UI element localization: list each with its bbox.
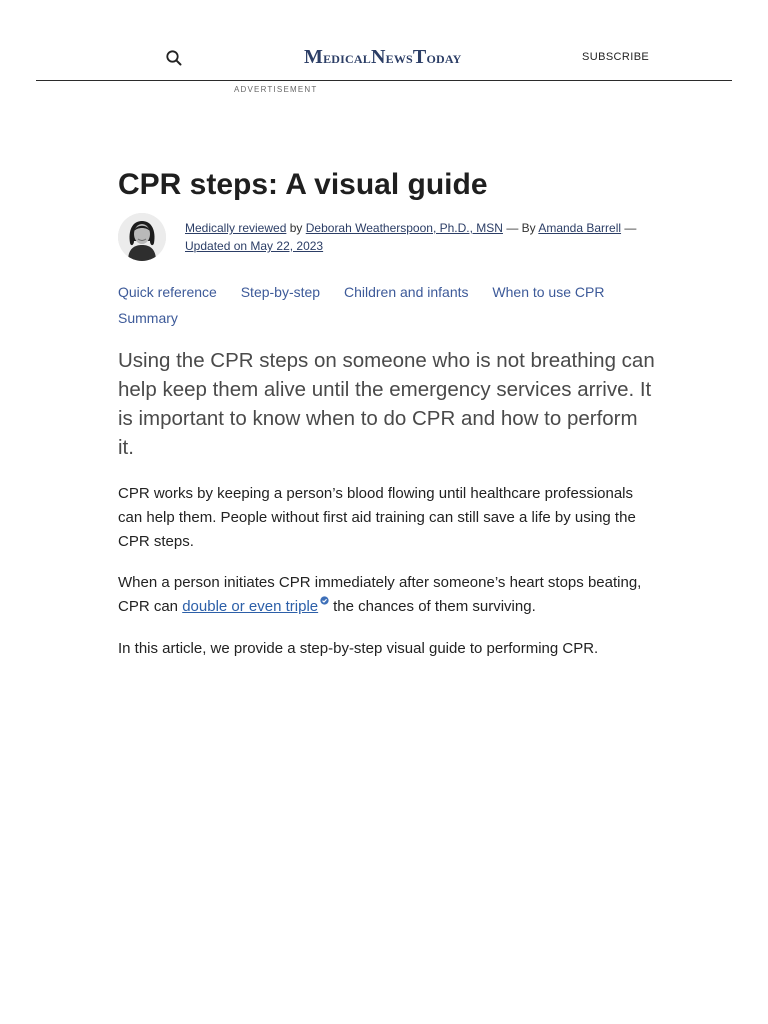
article-byline bbox=[185, 219, 645, 255]
article-paragraph bbox=[118, 571, 658, 619]
logo-letter: T bbox=[412, 46, 427, 68]
paragraph-text: the chances of them surviving. bbox=[333, 598, 536, 615]
byline-by-text: — By bbox=[506, 221, 536, 235]
search-button[interactable] bbox=[164, 48, 184, 68]
byline-by-text: by bbox=[289, 221, 303, 235]
search-icon bbox=[164, 48, 184, 68]
article-lead: Using the CPR steps on someone who is not breathing can help keep them alive until the emergency services arrive. It is important to know when to do CPR and how to perform it. bbox=[118, 349, 655, 459]
table-of-contents bbox=[118, 279, 658, 331]
article-paragraph: In this article, we provide a step-by-step visual guide to performing CPR. bbox=[118, 640, 599, 657]
article-title: CPR steps: A visual guide bbox=[118, 168, 488, 201]
site-logo[interactable] bbox=[304, 46, 461, 69]
author-link[interactable]: Amanda Barrell bbox=[538, 221, 622, 235]
verified-source-icon bbox=[320, 596, 329, 605]
updated-date-link[interactable]: Updated on May 22, 2023 bbox=[185, 239, 324, 253]
article-paragraph: CPR works by keeping a person’s blood flowing until healthcare professionals can help them. People without first aid training can still save a life by using the CPR steps. bbox=[118, 485, 636, 550]
subscribe-link[interactable]: SUBSCRIBE bbox=[582, 51, 650, 63]
logo-letter: M bbox=[304, 46, 324, 68]
logo-letter: N bbox=[370, 46, 386, 68]
person-portrait-icon bbox=[118, 213, 166, 261]
reviewer-link[interactable]: Deborah Weatherspoon, Ph.D., MSN bbox=[305, 221, 503, 235]
paragraph-text: When a person initiates CPR immediately after someone’s heart stops beating, CPR can bbox=[118, 574, 642, 615]
byline-dash: — bbox=[624, 221, 637, 235]
toc-link-children-and-infants[interactable]: Children and infants bbox=[343, 284, 469, 300]
site-header bbox=[36, 0, 732, 81]
toc-link-step-by-step[interactable]: Step-by-step bbox=[240, 284, 321, 300]
toc-link-when-to-use-cpr[interactable]: When to use CPR bbox=[492, 284, 605, 300]
logo-text: ews bbox=[385, 48, 413, 67]
toc-link-summary[interactable]: Summary bbox=[118, 310, 178, 326]
logo-text: edical bbox=[323, 48, 371, 67]
advertisement-label: ADVERTISEMENT bbox=[234, 85, 318, 94]
medically-reviewed-link[interactable]: Medically reviewed bbox=[185, 221, 287, 235]
logo-text: oday bbox=[426, 48, 462, 67]
reviewer-avatar[interactable] bbox=[118, 213, 166, 261]
citation-link[interactable]: double or even triple bbox=[182, 598, 319, 615]
toc-link-quick-reference[interactable]: Quick reference bbox=[118, 284, 217, 300]
